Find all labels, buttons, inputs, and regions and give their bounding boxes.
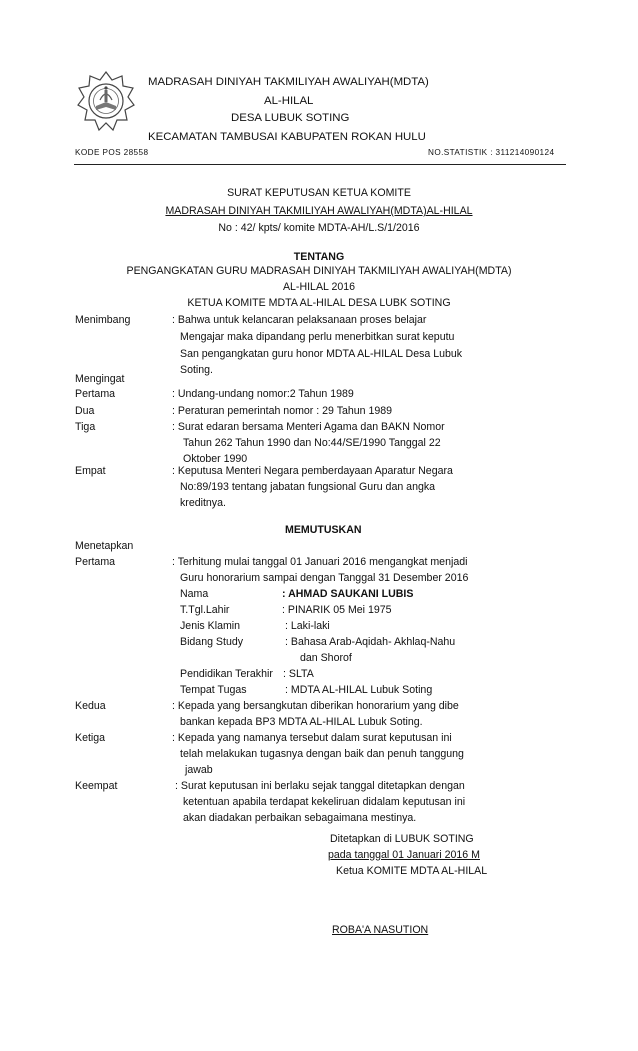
pendidikan-value: : SLTA bbox=[283, 668, 314, 680]
letterhead-line-3: DESA LUBUK SOTING bbox=[231, 112, 350, 124]
bidang-study-value-cont: dan Shorof bbox=[300, 652, 352, 664]
menimbang-label: Menimbang bbox=[75, 314, 131, 326]
statistic-number: NO.STATISTIK : 311214090124 bbox=[428, 148, 555, 157]
letterhead-line-4: KECAMATAN TAMBUSAI KABUPATEN ROKAN HULU bbox=[148, 131, 426, 143]
mengingat-item-label: Empat bbox=[75, 465, 106, 477]
ketiga-line: jawab bbox=[185, 764, 213, 776]
mengingat-item-line: Tahun 262 Tahun 1990 dan No:44/SE/1990 Tanggal 22 bbox=[183, 437, 441, 449]
menimbang-line: San pengangkatan guru honor MDTA AL-HILAL Desa Lubuk bbox=[180, 348, 463, 360]
tentang-line-3: KETUA KOMITE MDTA AL-HILAL DESA LUBK SOTING bbox=[187, 297, 451, 309]
menetapkan-label: Menetapkan bbox=[75, 540, 134, 552]
letterhead-divider bbox=[74, 164, 566, 165]
mengingat-item-line: No:89/193 tentang jabatan fungsional Guru dan angka bbox=[180, 481, 436, 493]
kedua-label: Kedua bbox=[75, 700, 106, 712]
keempat-line: akan diadakan perbaikan sebagaimana mestinya. bbox=[183, 812, 417, 824]
mengingat-item-line: : Peraturan pemerintah nomor : 29 Tahun 1989 bbox=[172, 405, 393, 417]
menimbang-line: : Bahwa untuk kelancaran pelaksanaan proses belajar bbox=[172, 314, 427, 326]
ketiga-label: Ketiga bbox=[75, 732, 106, 744]
bidang-study-value: : Bahasa Arab-Aqidah- Akhlaq-Nahu bbox=[285, 636, 456, 648]
date-issued: pada tanggal 01 Januari 2016 M bbox=[328, 849, 480, 861]
signer-name: ROBA'A NASUTION bbox=[332, 924, 429, 936]
letterhead-line-2: AL-HILAL bbox=[264, 95, 314, 107]
keempat-line: : Surat keputusan ini berlaku sejak tanggal ditetapkan dengan bbox=[175, 780, 465, 792]
mengingat-item-line: kreditnya. bbox=[180, 497, 226, 509]
mengingat-item-label: Tiga bbox=[75, 421, 96, 433]
tentang-line-2: AL-HILAL 2016 bbox=[282, 281, 356, 293]
mengingat-label: Mengingat bbox=[75, 373, 125, 385]
tempat-tugas-label: Tempat Tugas bbox=[180, 684, 247, 696]
tentang-line-1: PENGANGKATAN GURU MADRASAH DINIYAH TAKMILIYAH AWALIYAH(MDTA) bbox=[126, 265, 512, 277]
tempat-tugas-value: : MDTA AL-HILAL Lubuk Soting bbox=[285, 684, 433, 696]
nama-value: : AHMAD SAUKANI LUBIS bbox=[282, 588, 414, 600]
mengingat-item-line: : Undang-undang nomor:2 Tahun 1989 bbox=[172, 388, 354, 400]
ketiga-line: telah melakukan tugasnya dengan baik dan penuh tanggung bbox=[180, 748, 464, 760]
signer-title: Ketua KOMITE MDTA AL-HILAL bbox=[336, 865, 488, 877]
mengingat-item-label: Dua bbox=[75, 405, 95, 417]
letterhead-line-1: MADRASAH DINIYAH TAKMILIYAH AWALIYAH(MDTA) bbox=[148, 76, 429, 88]
ketiga-line: : Kepada yang namanya tersebut dalam surat keputusan ini bbox=[172, 732, 452, 744]
decree-subtitle: MADRASAH DINIYAH TAKMILIYAH AWALIYAH(MDTA)AL-HILAL bbox=[165, 205, 473, 217]
ttl-value: : PINARIK 05 Mei 1975 bbox=[282, 604, 392, 616]
mengingat-item-label: Pertama bbox=[75, 388, 116, 400]
mengingat-item-line: Oktober 1990 bbox=[183, 453, 248, 465]
pertama-line: : Terhitung mulai tanggal 01 Januari 2016 mengangkat menjadi bbox=[172, 556, 468, 568]
menimbang-line: Soting. bbox=[180, 364, 213, 376]
pendidikan-label: Pendidikan Terakhir bbox=[180, 668, 273, 680]
tentang-heading: TENTANG bbox=[293, 251, 345, 263]
keempat-line: ketentuan apabila terdapat kekeliruan didalam keputusan ini bbox=[183, 796, 466, 808]
decree-title: SURAT KEPUTUSAN KETUA KOMITE bbox=[227, 187, 411, 199]
memutuskan-heading: MEMUTUSKAN bbox=[285, 524, 362, 536]
mengingat-item-line: : Surat edaran bersama Menteri Agama dan BAKN Nomor bbox=[172, 421, 445, 433]
mengingat-item-line: : Keputusa Menteri Negara pemberdayaan Aparatur Negara bbox=[172, 465, 453, 477]
decree-number: No : 42/ kpts/ komite MDTA-AH/L.S/1/2016 bbox=[218, 222, 420, 234]
pertama-label: Pertama bbox=[75, 556, 116, 568]
jenis-kelamin-value: : Laki-laki bbox=[285, 620, 330, 632]
place-issued: Ditetapkan di LUBUK SOTING bbox=[330, 833, 474, 845]
keempat-label: Keempat bbox=[75, 780, 118, 792]
bidang-study-label: Bidang Study bbox=[180, 636, 244, 648]
postal-code: KODE POS 28558 bbox=[75, 148, 149, 157]
nama-label: Nama bbox=[180, 588, 209, 600]
pertama-line: Guru honorarium sampai dengan Tanggal 31 Desember 2016 bbox=[180, 572, 469, 584]
ttl-label: T.Tgl.Lahir bbox=[180, 604, 230, 616]
emblem-logo bbox=[76, 70, 136, 134]
kedua-line: bankan kepada BP3 MDTA AL-HILAL Lubuk Soting. bbox=[180, 716, 423, 728]
menimbang-line: Mengajar maka dipandang perlu menerbitkan surat keputu bbox=[180, 331, 455, 343]
jenis-kelamin-label: Jenis Klamin bbox=[180, 620, 241, 632]
kedua-line: : Kepada yang bersangkutan diberikan honorarium yang dibe bbox=[172, 700, 459, 712]
